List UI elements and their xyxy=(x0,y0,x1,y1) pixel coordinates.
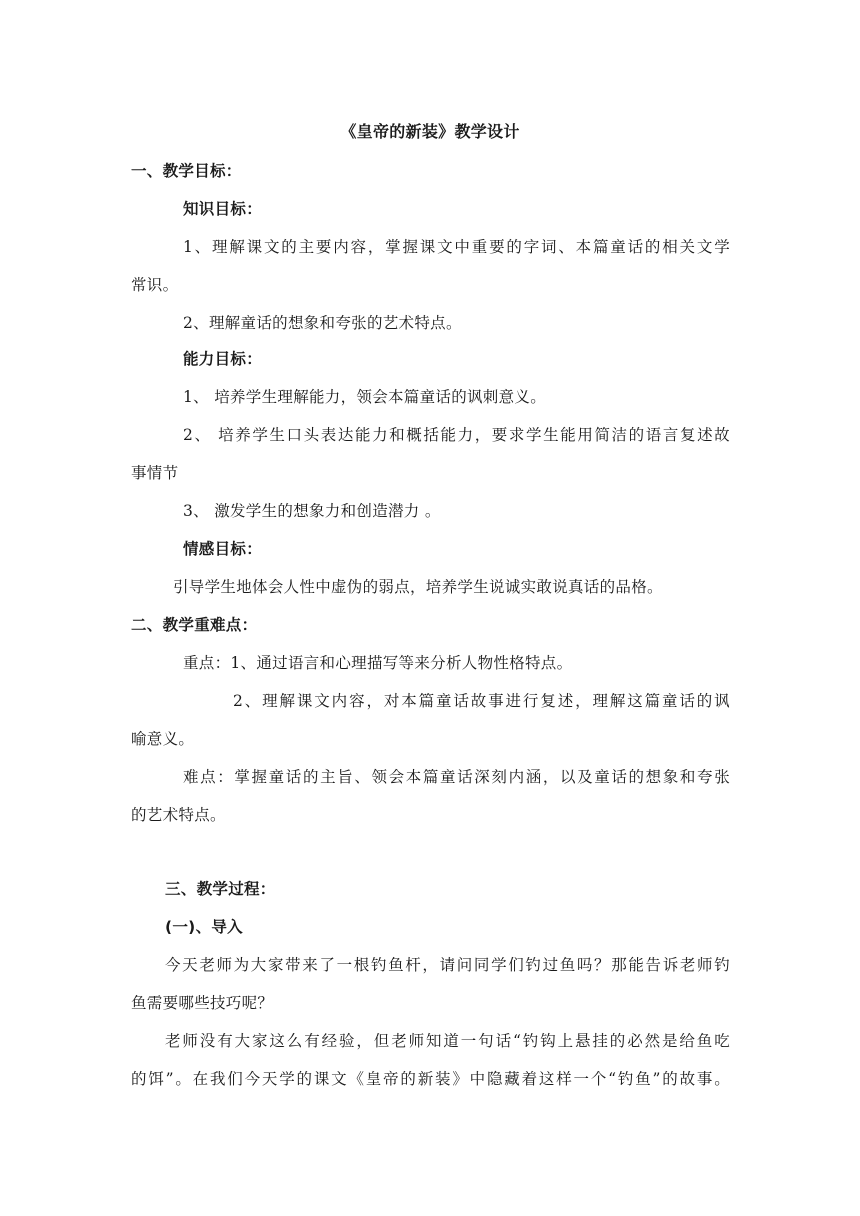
knowledge-item-1-line-2: 常识。 xyxy=(131,276,179,294)
difficulty-line-1: 难点：掌握童话的主旨、领会本篇童话深刻内涵，以及童话的想象和夸张 xyxy=(183,768,730,786)
section-heading-objectives: 一、教学目标： xyxy=(131,162,242,180)
subheading-knowledge: 知识目标： xyxy=(183,200,263,218)
emotion-text: 引导学生地体会人性中虚伪的弱点，培养学生说诚实敢说真话的品格。 xyxy=(173,578,663,596)
document-title: 《皇帝的新装》教学设计 xyxy=(340,122,520,141)
subheading-emotion: 情感目标： xyxy=(183,540,263,558)
knowledge-item-2: 2、理解童话的想象和夸张的艺术特点。 xyxy=(183,314,462,332)
key-point-1: 重点：1、通过语言和心理描写等来分析人物性格特点。 xyxy=(183,654,573,672)
difficulty-line-2: 的艺术特点。 xyxy=(131,806,226,824)
key-point-2-line-2: 喻意义。 xyxy=(131,730,195,748)
intro-paragraph-1-line-2: 鱼需要哪些技巧呢？ xyxy=(131,994,274,1012)
section-heading-process: 三、教学过程： xyxy=(165,880,276,898)
ability-item-2-line-2: 事情节 xyxy=(131,464,179,482)
subheading-ability: 能力目标： xyxy=(183,350,263,368)
intro-paragraph-2-line-1: 老师没有大家这么有经验，但老师知道一句话“钓钩上悬挂的必然是给鱼吃 xyxy=(165,1032,730,1050)
section-heading-key-points: 二、教学重难点： xyxy=(131,616,258,634)
key-point-2-line-1: 2、理解课文内容，对本篇童话故事进行复述，理解这篇童话的讽 xyxy=(233,692,730,710)
knowledge-item-1-line-1: 1、理解课文的主要内容，掌握课文中重要的字词、本篇童话的相关文学 xyxy=(183,238,730,256)
subheading-introduction: (一)、导入 xyxy=(165,918,243,936)
intro-paragraph-1-line-1: 今天老师为大家带来了一根钓鱼杆，请问同学们钓过鱼吗？那能告诉老师钓 xyxy=(165,956,730,974)
ability-item-1: 1、 培养学生理解能力，领会本篇童话的讽刺意义。 xyxy=(183,388,546,406)
ability-item-2-line-1: 2、 培养学生口头表达能力和概括能力，要求学生能用简洁的语言复述故 xyxy=(183,426,730,444)
intro-paragraph-2-line-2: 的饵”。在我们今天学的课文《皇帝的新装》中隐藏着这样一个“钓鱼”的故事。 xyxy=(131,1070,730,1088)
ability-item-3: 3、 激发学生的想象力和创造潜力 。 xyxy=(183,502,441,520)
